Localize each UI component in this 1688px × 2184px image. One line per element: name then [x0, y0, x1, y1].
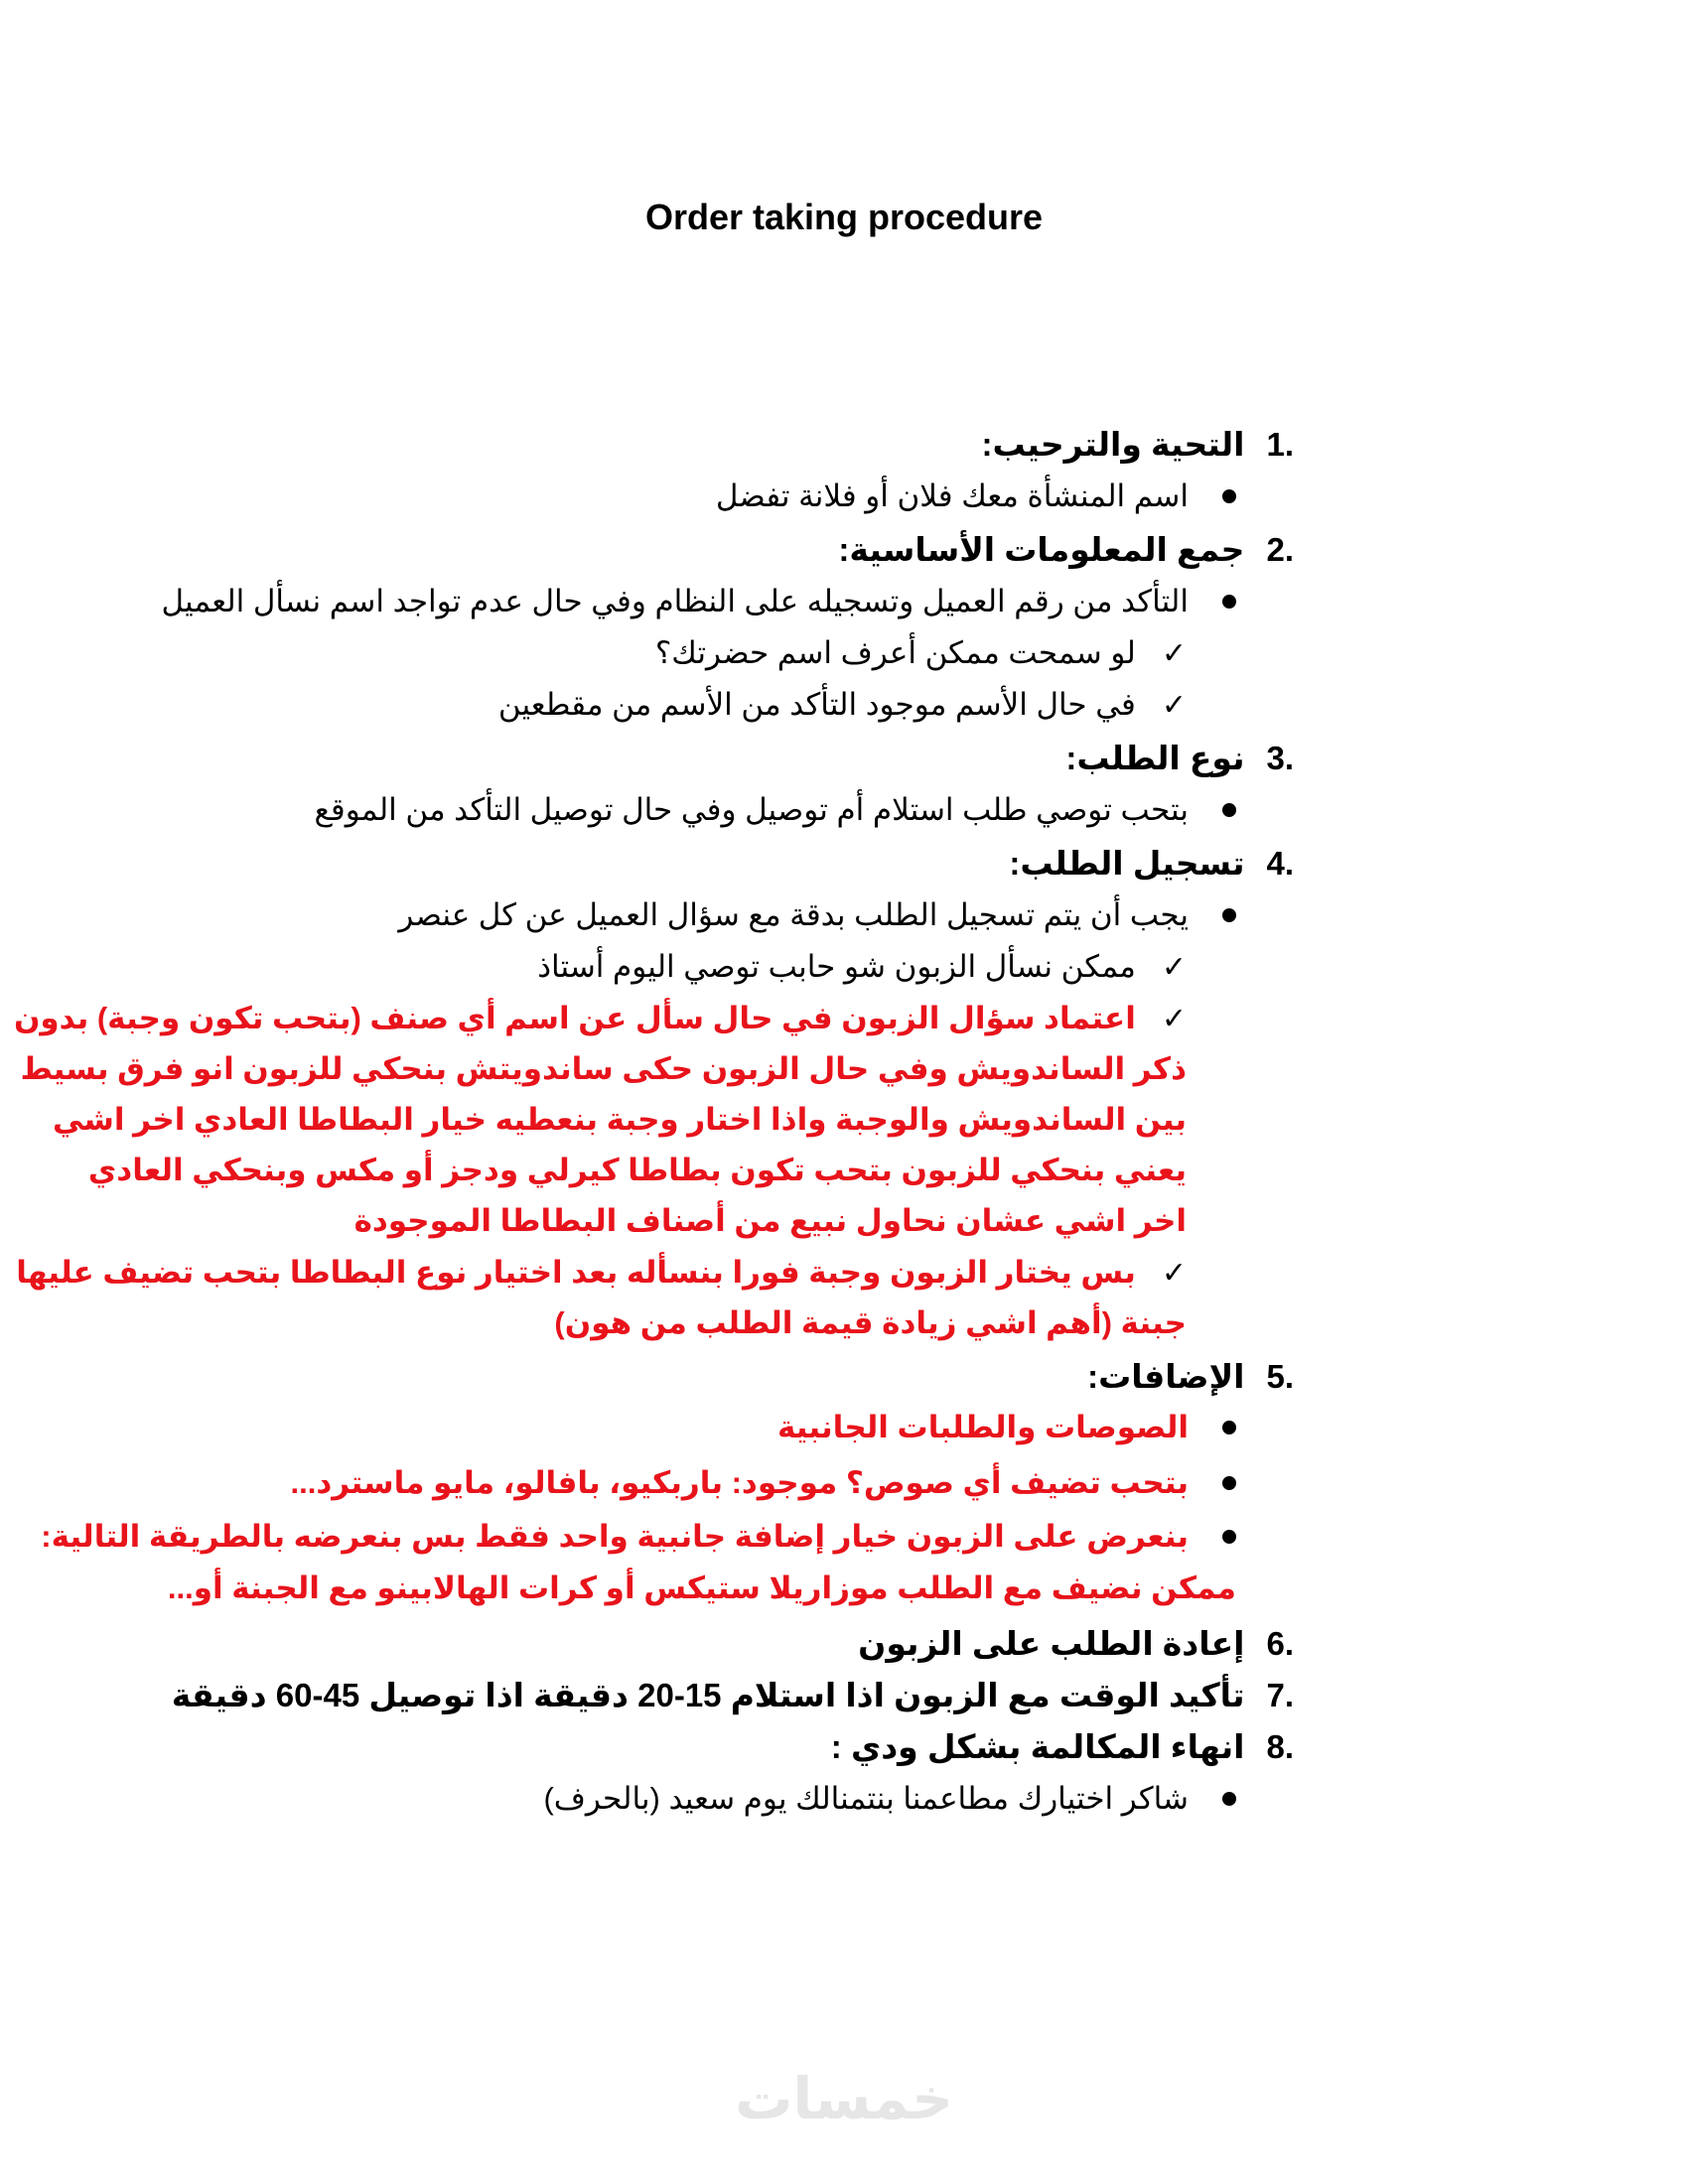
check-item-text: اعتماد سؤال الزبون في حال سأل عن اسم أي صنف (بتحب تكون وجبة) بدون [13, 1001, 1136, 1035]
section-4-heading [202, 844, 1294, 883]
section-number: 3. [1266, 740, 1294, 776]
list-item-text: التأكد من رقم العميل وتسجيله على النظام وفي حال عدم تواجد اسم نسأل العميل [161, 584, 1189, 618]
check-item-continuation: يعني بنحكي للزبون بتحب تكون بطاطا كيرلي ودجز أو مكس وبنحكي العادي [87, 1153, 1187, 1187]
page-title: Order taking procedure [644, 197, 1044, 237]
list-item [194, 478, 1236, 514]
section-number: 6. [1266, 1625, 1294, 1662]
section-5-heading [202, 1357, 1294, 1396]
bullet-icon [1222, 1792, 1236, 1806]
checkmark-icon: ✓ [1161, 1002, 1187, 1036]
list-item-text: بتحب تضيف أي صوص؟ موجود: باربكيو، بافالو، مايو ماسترد... [290, 1465, 1189, 1500]
check-item-continuation: جبنة (أهم اشي زيادة قيمة الطلب من هون) [554, 1305, 1187, 1340]
section-title: الإضافات: [1087, 1358, 1245, 1395]
section-title: نوع الطلب: [1065, 740, 1245, 776]
list-item-highlight [194, 1465, 1236, 1501]
section-number: 4. [1266, 845, 1294, 882]
checkmark-icon: ✓ [1161, 950, 1187, 985]
list-item-highlight [194, 1410, 1236, 1445]
watermark-logo: خمسات [735, 2067, 953, 2131]
list-item-text: اسم المنشأة معك فلان أو فلانة تفضل [715, 478, 1189, 513]
section-7-heading [171, 1676, 1294, 1714]
list-item-text: بتحب توصي طلب استلام أم توصيل وفي حال توصيل التأكد من الموقع [314, 792, 1189, 827]
check-item [194, 687, 1187, 723]
list-item-text: شاكر اختيارك مطاعمنا بنتمنالك يوم سعيد (بالحرف) [543, 1781, 1189, 1816]
check-item [194, 949, 1187, 985]
bullet-icon [1222, 1421, 1236, 1434]
list-item-highlight [41, 1519, 1236, 1555]
section-title: إعادة الطلب على الزبون [858, 1625, 1245, 1662]
section-title: تأكيد الوقت مع الزبون اذا استلام 15-20 دقيقة اذا توصيل 45-60 دقيقة [171, 1677, 1245, 1713]
check-item [194, 635, 1187, 671]
check-item-highlight [13, 1001, 1187, 1036]
checkmark-icon: ✓ [1161, 688, 1187, 723]
section-title: التحية والترحيب: [981, 426, 1245, 463]
section-number: 1. [1266, 426, 1294, 463]
section-6-heading [202, 1624, 1294, 1663]
section-number: 2. [1266, 531, 1294, 568]
section-number: 8. [1266, 1728, 1294, 1765]
section-number: 5. [1266, 1358, 1294, 1395]
section-title: تسجيل الطلب: [1009, 845, 1245, 882]
check-item-text: ممكن نسأل الزبون شو حابب توصي اليوم أستاذ [537, 949, 1136, 984]
list-item-continuation: ممكن نضيف مع الطلب موزاريلا ستيكس أو كرات الهالابينو مع الجبنة أو... [167, 1570, 1236, 1605]
check-item-text: في حال الأسم موجود التأكد من الأسم من مقطعين [497, 687, 1136, 722]
list-item-text: يجب أن يتم تسجيل الطلب بدقة مع سؤال العميل عن كل عنصر [398, 897, 1189, 932]
list-item [194, 897, 1236, 933]
list-item [161, 584, 1236, 619]
check-item-highlight [16, 1255, 1187, 1291]
check-item-continuation: اخر اشي عشان نحاول نبيع من أصناف البطاطا الموجودة [353, 1203, 1187, 1238]
check-item-continuation: بين الساندويش والوجبة واذا اختار وجبة بنعطيه خيار البطاطا العادي اخر اشي [52, 1102, 1187, 1137]
check-item-continuation: ذكر الساندويش وفي حال الزبون حكى ساندويتش بنحكي للزبون انو فرق بسيط [20, 1051, 1187, 1086]
bullet-icon [1222, 489, 1236, 503]
section-number: 7. [1266, 1677, 1294, 1713]
list-item-text: بنعرض على الزبون خيار إضافة جانبية واحد فقط بس بنعرضه بالطريقة التالية: [41, 1519, 1189, 1554]
check-item-text: بس يختار الزبون وجبة فورا بنسأله بعد اختيار نوع البطاطا بتحب تضيف عليها [16, 1255, 1136, 1290]
list-item-text: الصوصات والطلبات الجانبية [776, 1410, 1189, 1444]
section-2-heading [202, 530, 1294, 569]
section-3-heading [202, 739, 1294, 777]
section-8-heading [202, 1727, 1294, 1766]
section-title: جمع المعلومات الأساسية: [838, 531, 1245, 568]
list-item [194, 792, 1236, 828]
check-item-text: لو سمحت ممكن أعرف اسم حضرتك؟ [654, 635, 1136, 670]
bullet-icon [1222, 1476, 1236, 1490]
bullet-icon [1222, 908, 1236, 922]
checkmark-icon: ✓ [1161, 1256, 1187, 1291]
checkmark-icon: ✓ [1161, 636, 1187, 671]
bullet-icon [1222, 803, 1236, 817]
section-title: انهاء المكالمة بشكل ودي : [830, 1728, 1245, 1765]
bullet-icon [1222, 1530, 1236, 1544]
list-item [194, 1781, 1236, 1817]
section-1-heading [202, 425, 1294, 464]
bullet-icon [1222, 595, 1236, 609]
